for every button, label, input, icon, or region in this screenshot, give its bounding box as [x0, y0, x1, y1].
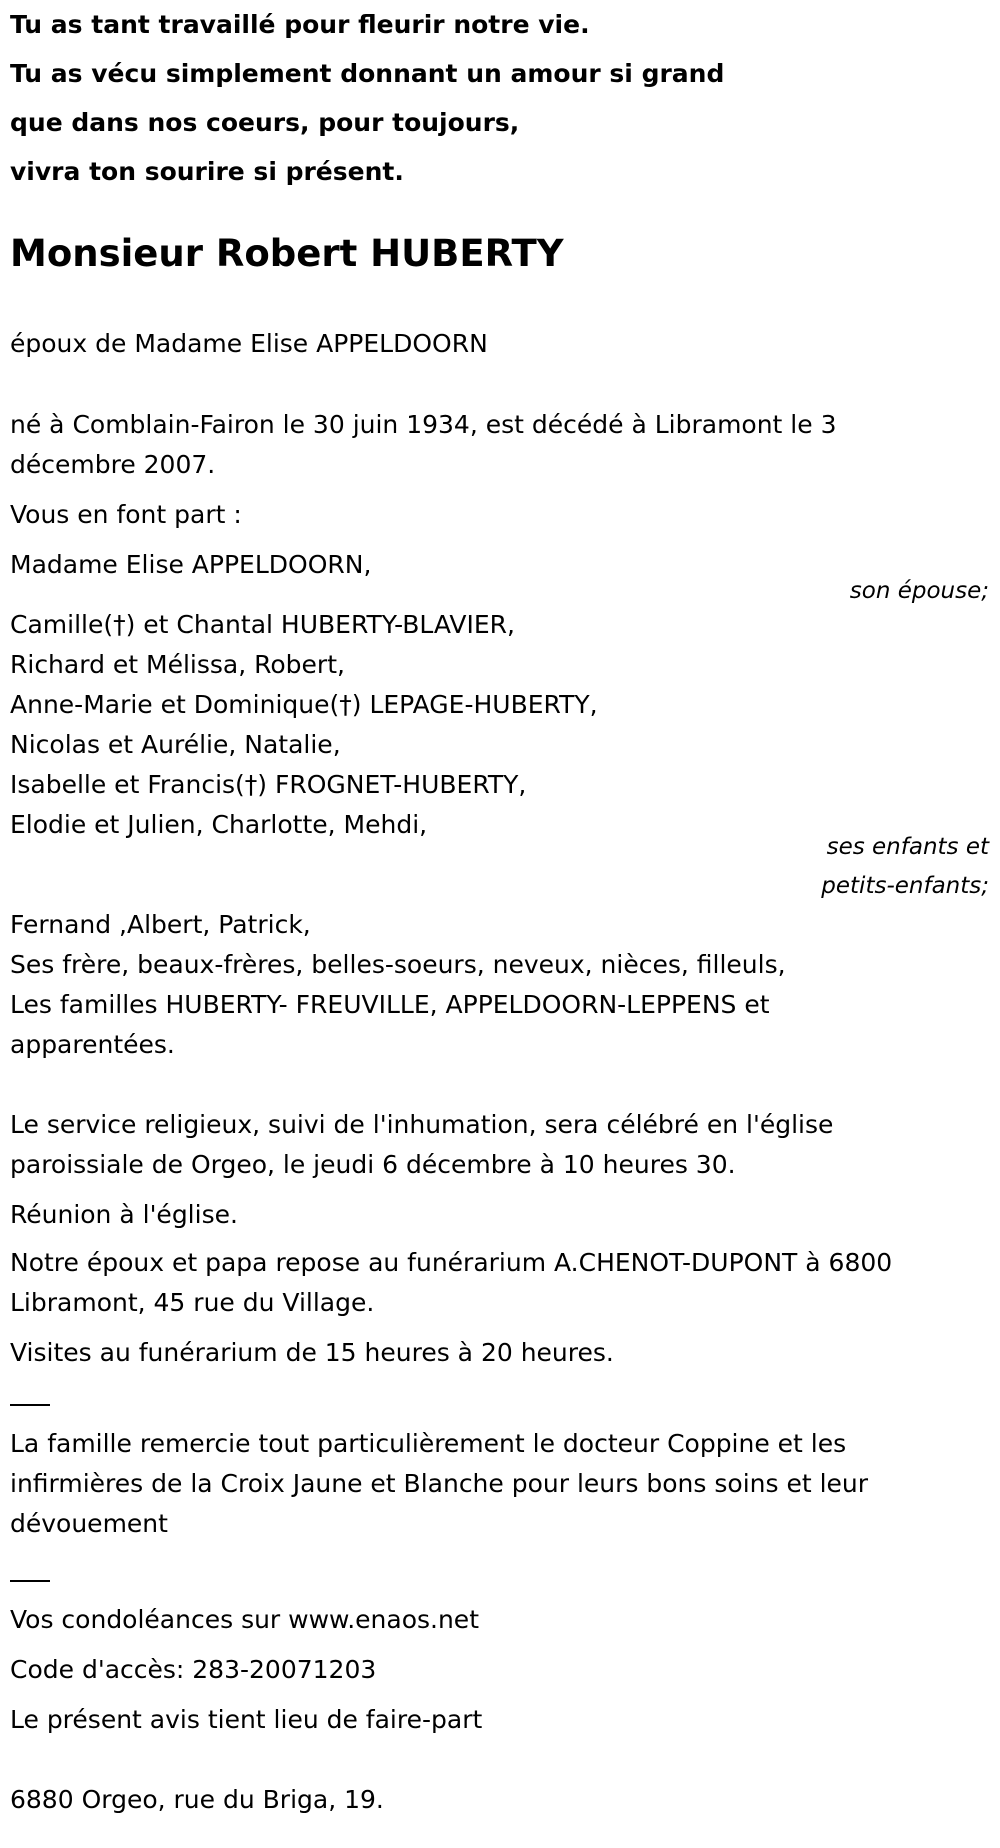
poem-line-3: que dans nos coeurs, pour toujours,	[10, 108, 520, 137]
family-spouse-name: Madame Elise APPELDOORN,	[10, 550, 372, 579]
spouse-line: époux de Madame Elise APPELDOORN	[10, 329, 488, 358]
children-line-2: Richard et Mélissa, Robert,	[10, 650, 345, 679]
relation-children-line-1: ses enfants et	[826, 834, 989, 860]
others-line-3: Les familles HUBERTY- FREUVILLE, APPELDOORN-LEPPENS et	[10, 990, 770, 1019]
separator-2	[10, 1580, 50, 1582]
rest-line-2: Libramont, 45 rue du Village.	[10, 1288, 375, 1317]
thanks-line-3: dévouement	[10, 1509, 168, 1538]
meeting-line: Réunion à l'église.	[10, 1200, 238, 1229]
notice-line: Le présent avis tient lieu de faire-part	[10, 1705, 483, 1734]
address-line: 6880 Orgeo, rue du Briga, 19.	[10, 1785, 384, 1814]
children-line-3: Anne-Marie et Dominique(†) LEPAGE-HUBERTY,	[10, 690, 598, 719]
deceased-name: Monsieur Robert HUBERTY	[10, 232, 564, 275]
children-line-4: Nicolas et Aurélie, Natalie,	[10, 730, 341, 759]
condolences-line: Vos condoléances sur www.enaos.net	[10, 1605, 479, 1634]
service-line-2: paroissiale de Orgeo, le jeudi 6 décembre à 10 heures 30.	[10, 1150, 736, 1179]
thanks-line-2: infirmières de la Croix Jaune et Blanche pour leurs bons soins et leur	[10, 1469, 869, 1498]
separator-1	[10, 1404, 50, 1406]
relation-spouse: son épouse;	[849, 578, 989, 604]
rest-line-1: Notre époux et papa repose au funérarium A.CHENOT-DUPONT à 6800	[10, 1248, 893, 1277]
visits-line: Visites au funérarium de 15 heures à 20 heures.	[10, 1338, 614, 1367]
children-line-1: Camille(†) et Chantal HUBERTY-BLAVIER,	[10, 610, 515, 639]
others-line-1: Fernand ,Albert, Patrick,	[10, 910, 311, 939]
relation-children-line-2: petits-enfants;	[821, 873, 989, 899]
poem-line-2: Tu as vécu simplement donnant un amour si grand	[10, 59, 725, 88]
children-line-6: Elodie et Julien, Charlotte, Mehdi,	[10, 810, 428, 839]
service-line-1: Le service religieux, suivi de l'inhumation, sera célébré en l'église	[10, 1110, 834, 1139]
poem-line-1: Tu as tant travaillé pour fleurir notre vie.	[10, 10, 590, 39]
birth-death-line-2: décembre 2007.	[10, 450, 216, 479]
children-line-5: Isabelle et Francis(†) FROGNET-HUBERTY,	[10, 770, 527, 799]
poem-line-4: vivra ton sourire si présent.	[10, 157, 404, 186]
others-line-2: Ses frère, beaux-frères, belles-soeurs, neveux, nièces, filleuls,	[10, 950, 786, 979]
thanks-line-1: La famille remercie tout particulièrement le docteur Coppine et les	[10, 1429, 847, 1458]
access-code-line: Code d'accès: 283-20071203	[10, 1655, 377, 1684]
announcement-intro: Vous en font part :	[10, 500, 242, 529]
others-line-4: apparentées.	[10, 1030, 175, 1059]
birth-death-line-1: né à Comblain-Fairon le 30 juin 1934, est décédé à Libramont le 3	[10, 410, 837, 439]
